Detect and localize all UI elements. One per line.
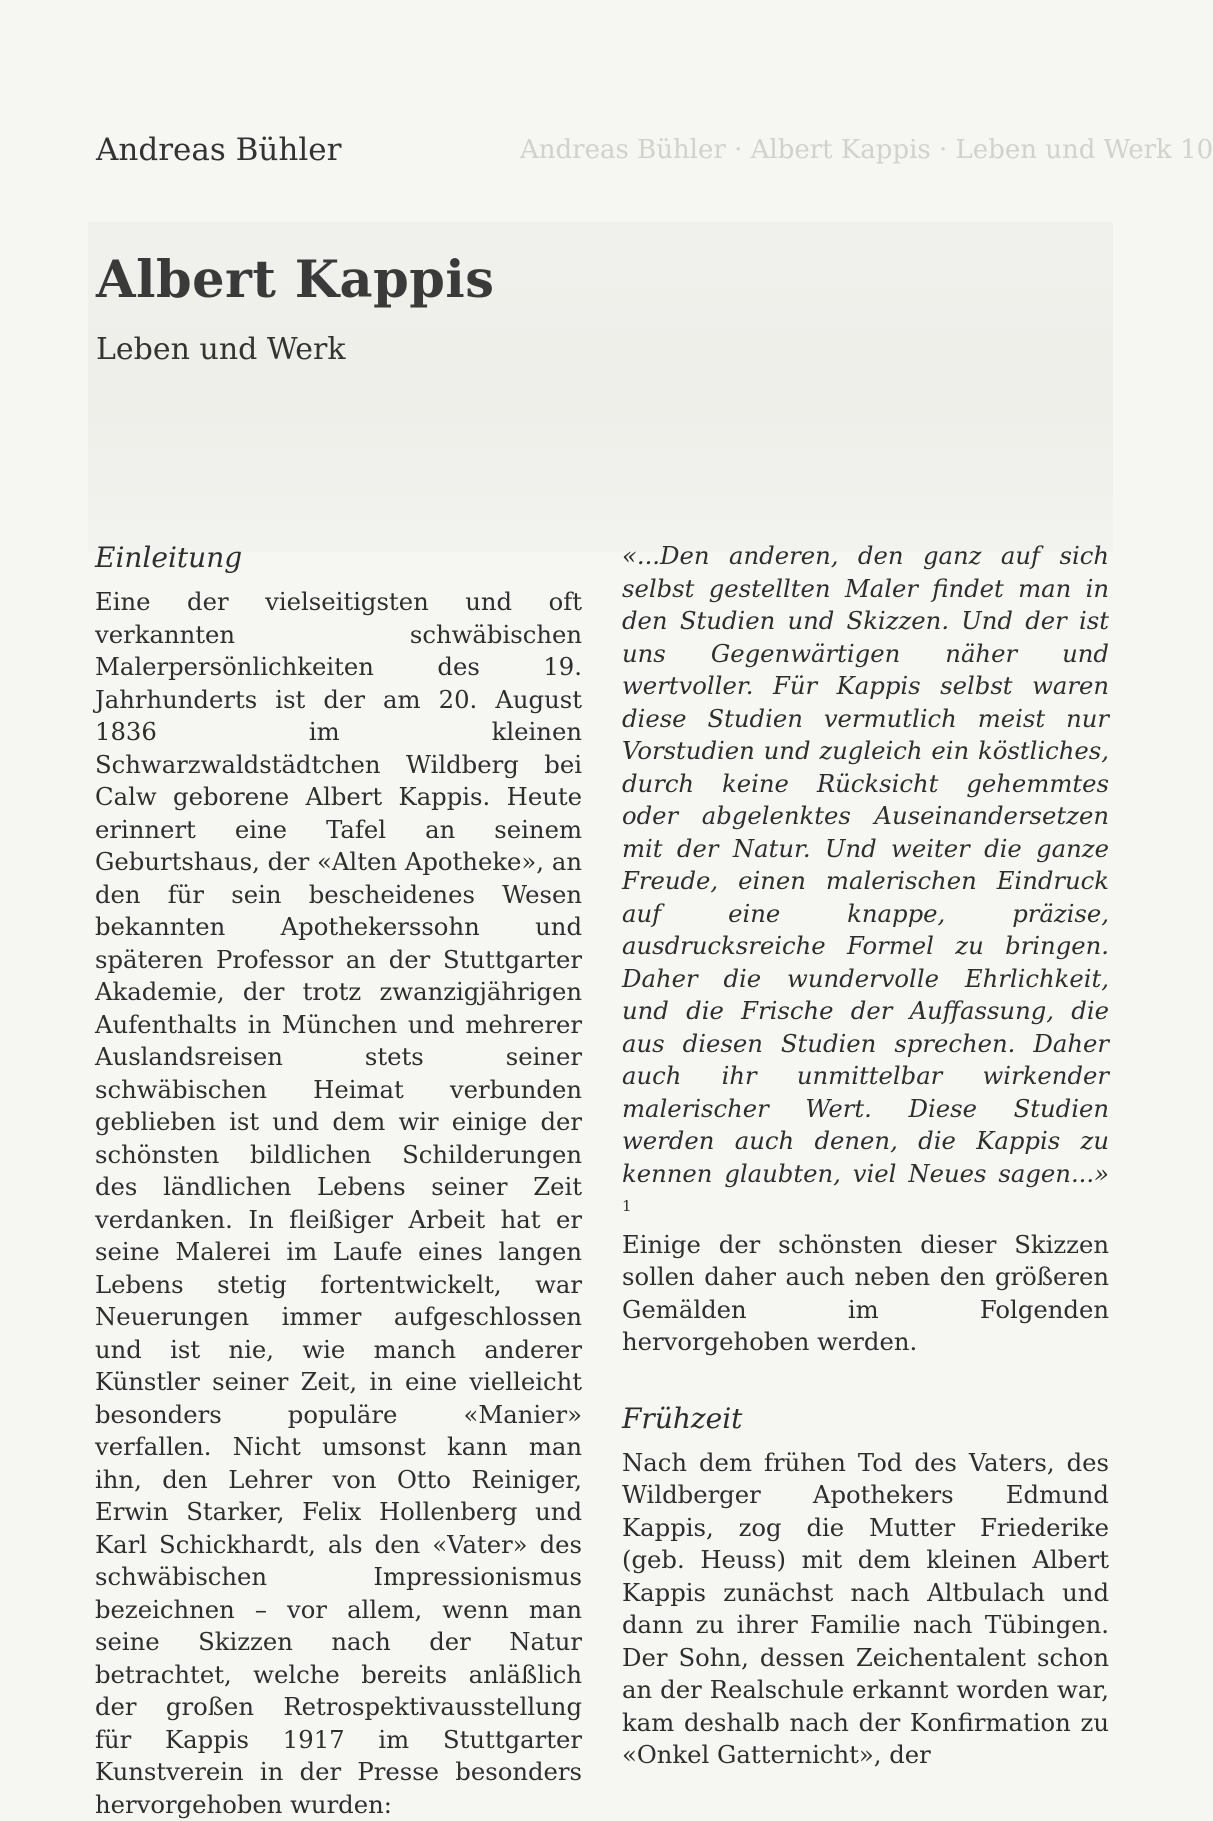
after-quote-paragraph: Einige der schönsten dieser Skizzen sollen daher auch neben den größeren Gemälden im Folgenden hervorgehoben werden.	[622, 1229, 1109, 1357]
right-column	[622, 540, 1109, 1772]
author-name: Andreas Bühler	[96, 132, 342, 168]
article-title: Albert Kappis	[96, 250, 495, 310]
left-column	[95, 540, 582, 1821]
press-quote	[622, 540, 1109, 1229]
faint-running-head: Andreas Bühler · Albert Kappis · Leben und Werk 10	[520, 135, 1213, 165]
article-subtitle: Leben und Werk	[96, 332, 346, 367]
press-quote-text: «...Den anderen, den ganz auf sich selbst gestellten Maler findet man in den Studien und Skizzen. Und der ist uns Gegenwärtigen näher und wertvoller. Für Kappis selbst waren diese Studien vermutlich meist nur Vorstudien und zugleich ein köstliches, durch keine Rücksicht gehemmtes oder abgelenktes Auseinandersetzen mit der Natur. Und weiter die ganze Freude, einen malerischen Eindruck auf eine knappe, präzise, ausdrucksreiche Formel zu bringen. Daher die wundervolle Ehrlichkeit, und die Frische der Auffassung, die aus diesen Studien sprechen. Daher auch ihr unmittelbar wirkender malerischer Wert. Diese Studien werden auch denen, die Kappis zu kennen glaubten, viel Neues sagen...»	[622, 541, 1109, 1188]
section-heading-einleitung: Einleitung	[95, 541, 243, 574]
intro-paragraph: Eine der vielseitigsten und oft verkannten schwäbischen Malerpersönlichkeiten des 19. Jahrhunderts ist der am 20. August 1836 im kleinen Schwarzwaldstädtchen Wildberg bei Calw geborene Albert Kappis. Heute erinnert eine Tafel an seinem Geburtshaus, der «Alten Apotheke», an den für sein bescheidenes Wesen bekannten Apothekerssohn und späteren Professor an der Stuttgarter Akademie, der trotz zwanzigjährigen Aufenthalts in München und mehrerer Auslandsreisen stets seiner schwäbischen Heimat verbunden geblieben ist und dem wir einige der schönsten bildlichen Schilderungen des ländlichen Lebens seiner Zeit verdanken. In fleißiger Arbeit hat er seine Malerei im Laufe eines langen Lebens stetig fortentwickelt, war Neuerungen immer aufgeschlossen und ist nie, wie manch anderer Künstler seiner Zeit, in eine vielleicht besonders populäre «Manier» verfallen. Nicht umsonst kann man ihn, den Lehrer von Otto Reiniger, Erwin Starker, Felix Hollenberg und Karl Schickhardt, als den «Vater» des schwäbischen Impressionismus bezeichnen – vor allem, wenn man seine Skizzen nach der Natur betrachtet, welche bereits anläßlich der großen Retrospektivausstellung für Kappis 1917 im Stuttgarter Kunstverein in der Presse besonders hervorgehoben wurden:	[95, 587, 582, 1819]
section-heading-fruehzeit: Frühzeit	[622, 1401, 743, 1435]
footnote-reference[interactable]: 1	[622, 1197, 632, 1215]
early-life-paragraph: Nach dem frühen Tod des Vaters, des Wildberger Apothekers Edmund Kappis, zog die Mutter Friederike (geb. Heuss) mit dem kleinen Albert Kappis zunächst nach Altbulach und dann zu ihrer Familie nach Tübingen. Der Sohn, dessen Zeichentalent schon an der Realschule erkannt worden war, kam deshalb nach der Konfirmation zu «Onkel Gatternicht», der	[622, 1447, 1109, 1770]
